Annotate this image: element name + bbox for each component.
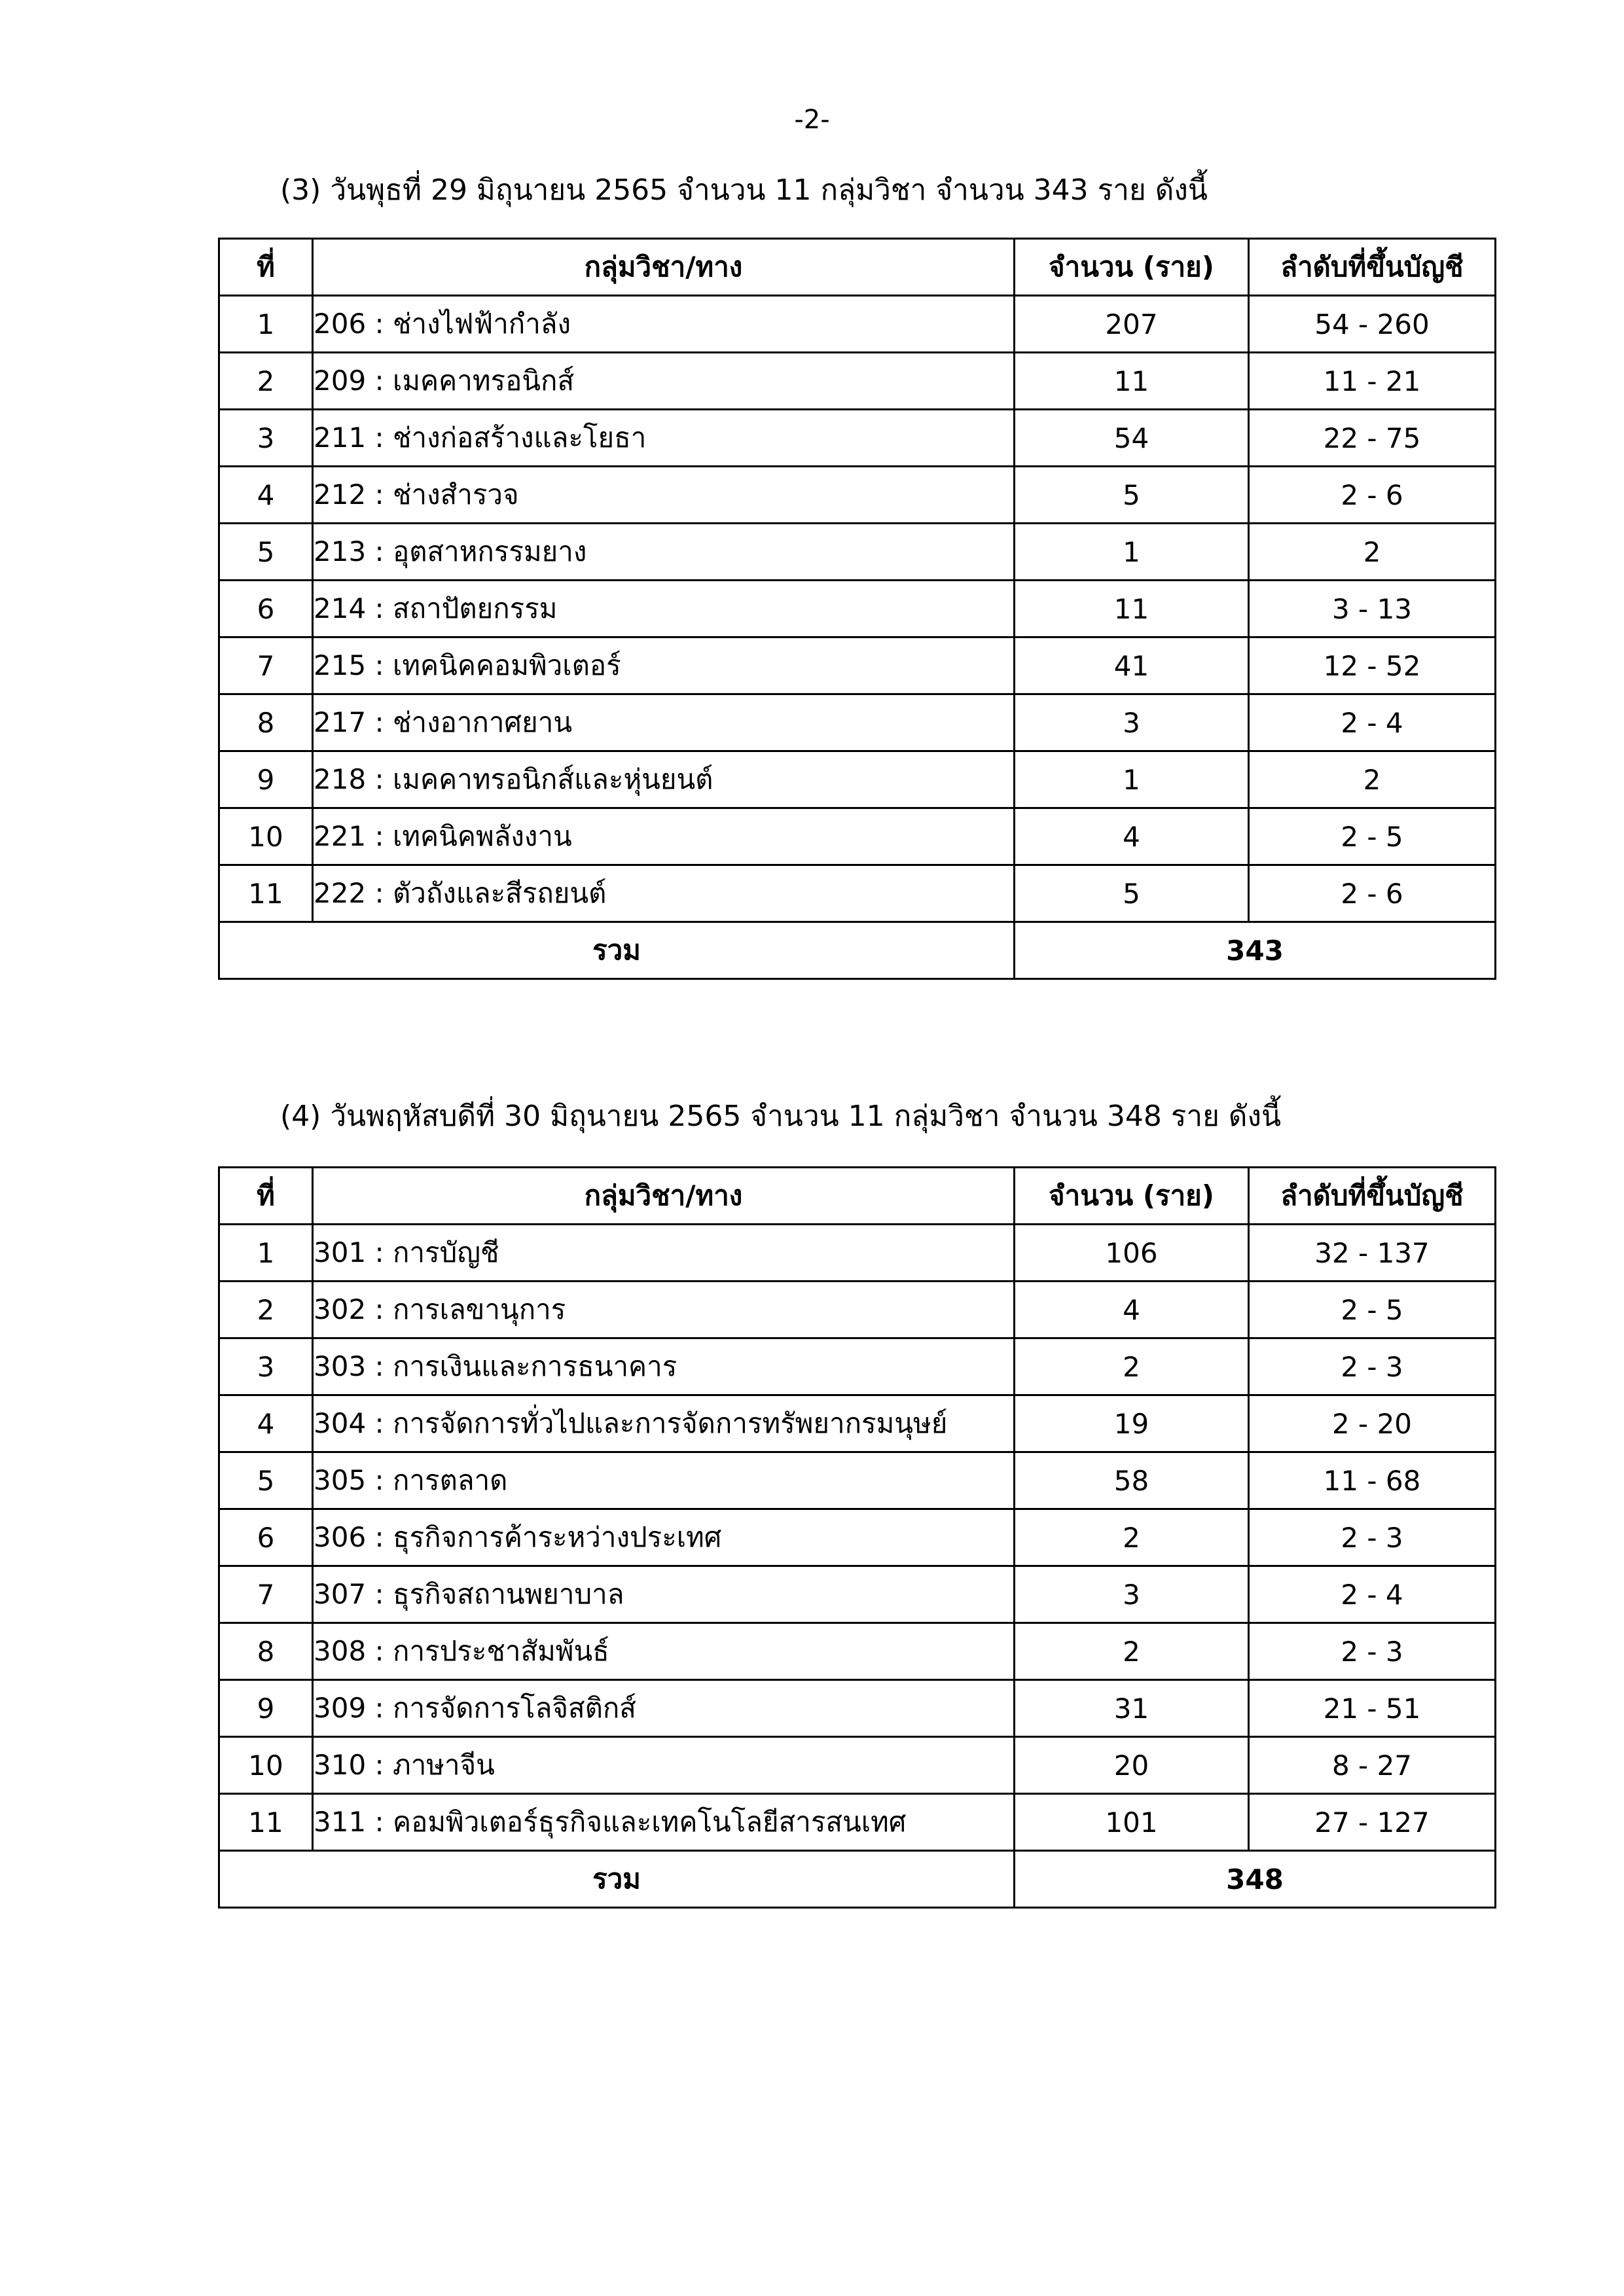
table-row: [219, 410, 1496, 467]
rank-range: 2 - 4: [1249, 694, 1496, 751]
total-label: รวม: [219, 1851, 1015, 1908]
row-number: 2: [219, 1282, 313, 1338]
count-value: 58: [1015, 1452, 1249, 1509]
group-name: 214 : สถาปัตยกรรม: [313, 581, 1015, 637]
column-header-rank: ลำดับที่ขึ้นบัญชี: [1249, 1168, 1496, 1225]
group-name: 308 : การประชาสัมพันธ์: [313, 1623, 1015, 1680]
rank-range: 2 - 4: [1249, 1566, 1496, 1623]
total-row: [219, 922, 1496, 979]
table-row: [219, 1509, 1496, 1566]
count-value: 19: [1015, 1395, 1249, 1452]
row-number: 1: [219, 296, 313, 353]
column-header-group: กลุ่มวิชา/ทาง: [313, 239, 1015, 296]
page-number: -2-: [794, 105, 830, 135]
table-row: [219, 1623, 1496, 1680]
row-number: 9: [219, 751, 313, 808]
row-number: 4: [219, 1395, 313, 1452]
row-number: 3: [219, 1338, 313, 1395]
group-name: 213 : อุตสาหกรรมยาง: [313, 524, 1015, 581]
group-name: 303 : การเงินและการธนาคาร: [313, 1338, 1015, 1395]
results-table-june-30: [218, 1166, 1496, 1909]
row-number: 11: [219, 1794, 313, 1851]
row-number: 6: [219, 581, 313, 637]
row-number: 10: [219, 1737, 313, 1794]
row-number: 5: [219, 1452, 313, 1509]
table-header-row: [219, 239, 1496, 296]
total-row: [219, 1851, 1496, 1908]
table-row: [219, 1680, 1496, 1737]
table-row: [219, 751, 1496, 808]
rank-range: 8 - 27: [1249, 1737, 1496, 1794]
group-name: 221 : เทคนิคพลังงาน: [313, 808, 1015, 865]
count-value: 54: [1015, 410, 1249, 467]
group-name: 215 : เทคนิคคอมพิวเตอร์: [313, 637, 1015, 694]
table-row: [219, 1794, 1496, 1851]
section-heading-4: (4) วันพฤหัสบดีที่ 30 มิถุนายน 2565 จำนวน 11 กลุ่มวิชา จำนวน 348 ราย ดังนี้: [280, 1100, 1282, 1133]
group-name: 310 : ภาษาจีน: [313, 1737, 1015, 1794]
count-value: 20: [1015, 1737, 1249, 1794]
group-name: 212 : ช่างสำรวจ: [313, 467, 1015, 524]
row-number: 4: [219, 467, 313, 524]
row-number: 10: [219, 808, 313, 865]
rank-range: 21 - 51: [1249, 1680, 1496, 1737]
table-row: [219, 1282, 1496, 1338]
table-row: [219, 1737, 1496, 1794]
count-value: 106: [1015, 1225, 1249, 1282]
table-row: [219, 1338, 1496, 1395]
rank-range: 2 - 5: [1249, 808, 1496, 865]
table-row: [219, 1566, 1496, 1623]
table-row: [219, 524, 1496, 581]
rank-range: 32 - 137: [1249, 1225, 1496, 1282]
table-row: [219, 296, 1496, 353]
count-value: 1: [1015, 524, 1249, 581]
row-number: 5: [219, 524, 313, 581]
group-name: 301 : การบัญชี: [313, 1225, 1015, 1282]
table-row: [219, 1395, 1496, 1452]
rank-range: 2 - 20: [1249, 1395, 1496, 1452]
count-value: 101: [1015, 1794, 1249, 1851]
count-value: 11: [1015, 581, 1249, 637]
column-header-group: กลุ่มวิชา/ทาง: [313, 1168, 1015, 1225]
group-name: 304 : การจัดการทั่วไปและการจัดการทรัพยากรมนุษย์: [313, 1395, 1015, 1452]
row-number: 1: [219, 1225, 313, 1282]
column-header-no: ที่: [219, 1168, 313, 1225]
group-name: 211 : ช่างก่อสร้างและโยธา: [313, 410, 1015, 467]
count-value: 2: [1015, 1509, 1249, 1566]
table-row: [219, 865, 1496, 922]
group-name: 302 : การเลขานุการ: [313, 1282, 1015, 1338]
count-value: 4: [1015, 1282, 1249, 1338]
table-row: [219, 467, 1496, 524]
rank-range: 2 - 3: [1249, 1338, 1496, 1395]
row-number: 3: [219, 410, 313, 467]
group-name: 222 : ตัวถังและสีรถยนต์: [313, 865, 1015, 922]
row-number: 7: [219, 637, 313, 694]
group-name: 206 : ช่างไฟฟ้ากำลัง: [313, 296, 1015, 353]
count-value: 3: [1015, 1566, 1249, 1623]
row-number: 8: [219, 694, 313, 751]
results-table-june-29: [218, 238, 1496, 980]
rank-range: 27 - 127: [1249, 1794, 1496, 1851]
table-row: [219, 637, 1496, 694]
group-name: 217 : ช่างอากาศยาน: [313, 694, 1015, 751]
rank-range: 2 - 3: [1249, 1623, 1496, 1680]
row-number: 9: [219, 1680, 313, 1737]
rank-range: 3 - 13: [1249, 581, 1496, 637]
group-name: 218 : เมคคาทรอนิกส์และหุ่นยนต์: [313, 751, 1015, 808]
count-value: 31: [1015, 1680, 1249, 1737]
count-value: 2: [1015, 1338, 1249, 1395]
rank-range: 12 - 52: [1249, 637, 1496, 694]
total-label: รวม: [219, 922, 1015, 979]
table-header-row: [219, 1168, 1496, 1225]
row-number: 2: [219, 353, 313, 410]
count-value: 3: [1015, 694, 1249, 751]
rank-range: 2 - 6: [1249, 865, 1496, 922]
column-header-count: จำนวน (ราย): [1015, 1168, 1249, 1225]
count-value: 4: [1015, 808, 1249, 865]
count-value: 1: [1015, 751, 1249, 808]
row-number: 8: [219, 1623, 313, 1680]
rank-range: 11 - 21: [1249, 353, 1496, 410]
row-number: 7: [219, 1566, 313, 1623]
table-row: [219, 353, 1496, 410]
table-row: [219, 1225, 1496, 1282]
group-name: 309 : การจัดการโลจิสติกส์: [313, 1680, 1015, 1737]
group-name: 311 : คอมพิวเตอร์ธุรกิจและเทคโนโลยีสารสนเทศ: [313, 1794, 1015, 1851]
total-value: 348: [1015, 1851, 1496, 1908]
rank-range: 2 - 3: [1249, 1509, 1496, 1566]
column-header-rank: ลำดับที่ขึ้นบัญชี: [1249, 239, 1496, 296]
table-row: [219, 581, 1496, 637]
column-header-no: ที่: [219, 239, 313, 296]
count-value: 41: [1015, 637, 1249, 694]
group-name: 305 : การตลาด: [313, 1452, 1015, 1509]
count-value: 11: [1015, 353, 1249, 410]
count-value: 2: [1015, 1623, 1249, 1680]
rank-range: 11 - 68: [1249, 1452, 1496, 1509]
section-heading-3: (3) วันพุธที่ 29 มิถุนายน 2565 จำนวน 11 กลุ่มวิชา จำนวน 343 ราย ดังนี้: [280, 173, 1208, 207]
rank-range: 2: [1249, 524, 1496, 581]
table-row: [219, 808, 1496, 865]
rank-range: 2 - 5: [1249, 1282, 1496, 1338]
count-value: 207: [1015, 296, 1249, 353]
count-value: 5: [1015, 467, 1249, 524]
rank-range: 2 - 6: [1249, 467, 1496, 524]
row-number: 6: [219, 1509, 313, 1566]
total-value: 343: [1015, 922, 1496, 979]
group-name: 307 : ธุรกิจสถานพยาบาล: [313, 1566, 1015, 1623]
count-value: 5: [1015, 865, 1249, 922]
group-name: 209 : เมคคาทรอนิกส์: [313, 353, 1015, 410]
group-name: 306 : ธุรกิจการค้าระหว่างประเทศ: [313, 1509, 1015, 1566]
row-number: 11: [219, 865, 313, 922]
table-row: [219, 694, 1496, 751]
column-header-count: จำนวน (ราย): [1015, 239, 1249, 296]
table-row: [219, 1452, 1496, 1509]
rank-range: 54 - 260: [1249, 296, 1496, 353]
rank-range: 22 - 75: [1249, 410, 1496, 467]
rank-range: 2: [1249, 751, 1496, 808]
